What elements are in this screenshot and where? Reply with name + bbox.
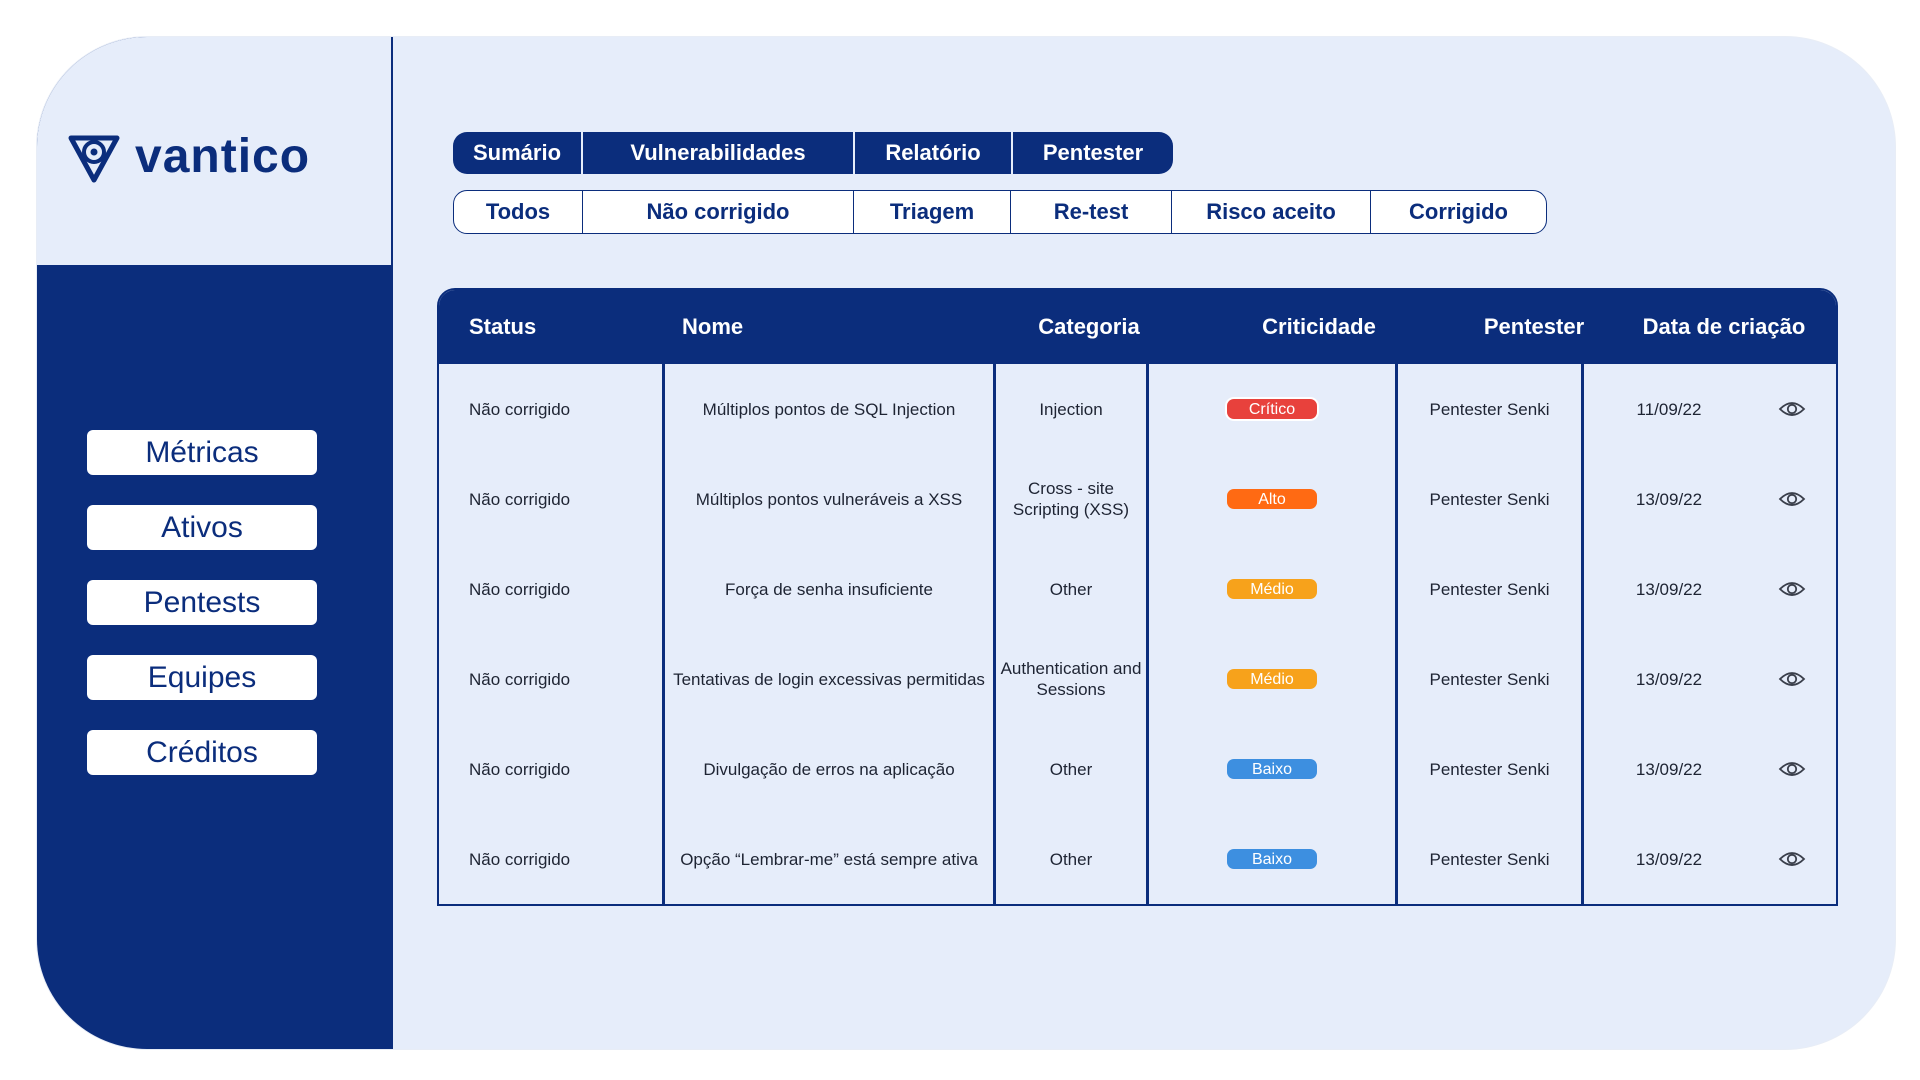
sidebar-item-pentests[interactable]: Pentests <box>87 580 317 625</box>
cell-data-criacao: 11/09/22 <box>1636 399 1702 419</box>
cell-status: Não corrigido <box>469 399 571 419</box>
cell-data-criacao: 13/09/22 <box>1635 849 1703 869</box>
cell-categoria: Other <box>1049 759 1093 779</box>
cell-actions <box>1757 364 1827 454</box>
cell-categoria: Authentication and Sessions <box>1000 659 1142 699</box>
table-row[interactable] <box>439 724 1836 814</box>
view-eye-icon[interactable] <box>1778 850 1806 868</box>
table-header <box>439 290 1836 364</box>
table-body <box>439 364 1836 904</box>
view-eye-icon[interactable] <box>1778 400 1806 418</box>
cell-actions <box>1757 724 1827 814</box>
brand-logo <box>67 129 310 184</box>
header-criticidade[interactable]: Criticidade <box>1262 314 1376 339</box>
cell-nome: Múltiplos pontos de SQL Injection <box>702 399 956 419</box>
view-eye-icon[interactable] <box>1778 670 1806 688</box>
cell-data-criacao: 13/09/22 <box>1635 669 1703 689</box>
filter-risco-aceito[interactable]: Risco aceito <box>1172 191 1371 233</box>
cell-pentester: Pentester Senki <box>1429 399 1550 419</box>
cell-status: Não corrigido <box>469 489 571 509</box>
table-row[interactable] <box>439 544 1836 634</box>
sidebar-item-equipes[interactable]: Equipes <box>87 655 317 700</box>
cell-pentester: Pentester Senki <box>1429 849 1550 869</box>
table-row[interactable] <box>439 814 1836 904</box>
cell-actions <box>1757 814 1827 904</box>
sidebar-nav <box>87 430 317 805</box>
brand-name: vantico <box>135 130 311 183</box>
cell-status: Não corrigido <box>469 759 571 779</box>
view-eye-icon[interactable] <box>1778 580 1806 598</box>
cell-status: Não corrigido <box>469 579 571 599</box>
severity-badge: Baixo <box>1227 759 1317 779</box>
status-filters <box>453 190 1547 234</box>
cell-criticidade <box>1149 814 1395 904</box>
header-nome[interactable]: Nome <box>682 314 744 339</box>
cell-nome: Divulgação de erros na aplicação <box>703 759 955 779</box>
logo-area <box>37 37 393 265</box>
sidebar-item-metricas[interactable]: Métricas <box>87 430 317 475</box>
cell-pentester: Pentester Senki <box>1429 669 1550 689</box>
view-eye-icon[interactable] <box>1778 490 1806 508</box>
cell-pentester: Pentester Senki <box>1429 759 1550 779</box>
cell-criticidade <box>1149 634 1395 724</box>
sidebar-item-creditos[interactable]: Créditos <box>87 730 317 775</box>
cell-categoria: Injection <box>1039 399 1103 419</box>
cell-nome: Tentativas de login excessivas permitidas <box>673 669 985 689</box>
filter-re-test[interactable]: Re-test <box>1011 191 1172 233</box>
tab-pentester[interactable]: Pentester <box>1042 140 1144 165</box>
cell-data-criacao: 13/09/22 <box>1635 579 1703 599</box>
cell-pentester: Pentester Senki <box>1429 489 1550 509</box>
header-data-criacao[interactable]: Data de criação <box>1642 314 1806 339</box>
section-tabs <box>453 132 1173 174</box>
filter-nao-corrigido[interactable]: Não corrigido <box>583 191 854 233</box>
header-categoria[interactable]: Categoria <box>1038 314 1140 339</box>
vantico-logo-icon <box>67 130 121 184</box>
severity-badge: Médio <box>1227 669 1317 689</box>
table-row[interactable] <box>439 364 1836 454</box>
severity-badge: Baixo <box>1227 849 1317 869</box>
view-eye-icon[interactable] <box>1778 760 1806 778</box>
cell-actions <box>1757 454 1827 544</box>
cell-categoria: Other <box>1049 579 1093 599</box>
cell-status: Não corrigido <box>469 669 571 689</box>
severity-badge: Crítico <box>1227 399 1317 419</box>
vulnerabilities-table <box>437 288 1838 906</box>
filter-todos[interactable]: Todos <box>454 191 583 233</box>
cell-data-criacao: 13/09/22 <box>1635 759 1703 779</box>
cell-nome: Força de senha insuficiente <box>725 579 933 599</box>
cell-categoria: Cross - site Scripting (XSS) <box>1012 479 1130 519</box>
table-row[interactable] <box>439 454 1836 544</box>
sidebar <box>37 37 393 1049</box>
tab-vulnerabilidades[interactable]: Vulnerabilidades <box>583 132 855 174</box>
cell-status: Não corrigido <box>469 849 571 869</box>
tab-sumario[interactable]: Sumário <box>453 132 583 174</box>
cell-criticidade <box>1149 364 1395 454</box>
cell-actions <box>1757 634 1827 724</box>
header-status[interactable]: Status <box>469 314 537 339</box>
severity-badge: Alto <box>1227 489 1317 509</box>
cell-nome: Múltiplos pontos vulneráveis a XSS <box>695 489 963 509</box>
severity-badge: Médio <box>1227 579 1317 599</box>
filter-triagem[interactable]: Triagem <box>854 191 1011 233</box>
cell-data-criacao: 13/09/22 <box>1635 489 1703 509</box>
table-row[interactable] <box>439 634 1836 724</box>
cell-categoria: Other <box>1049 849 1093 869</box>
cell-actions <box>1757 544 1827 634</box>
app-frame <box>37 37 1895 1049</box>
cell-pentester: Pentester Senki <box>1429 579 1550 599</box>
tab-relatorio[interactable]: Relatório <box>855 132 1013 174</box>
cell-criticidade <box>1149 724 1395 814</box>
cell-criticidade <box>1149 544 1395 634</box>
sidebar-item-ativos[interactable]: Ativos <box>87 505 317 550</box>
cell-nome: Opção “Lembrar-me” está sempre ativa <box>680 849 978 869</box>
cell-criticidade <box>1149 454 1395 544</box>
filter-corrigido[interactable]: Corrigido <box>1409 199 1508 224</box>
header-pentester[interactable]: Pentester <box>1483 314 1585 339</box>
